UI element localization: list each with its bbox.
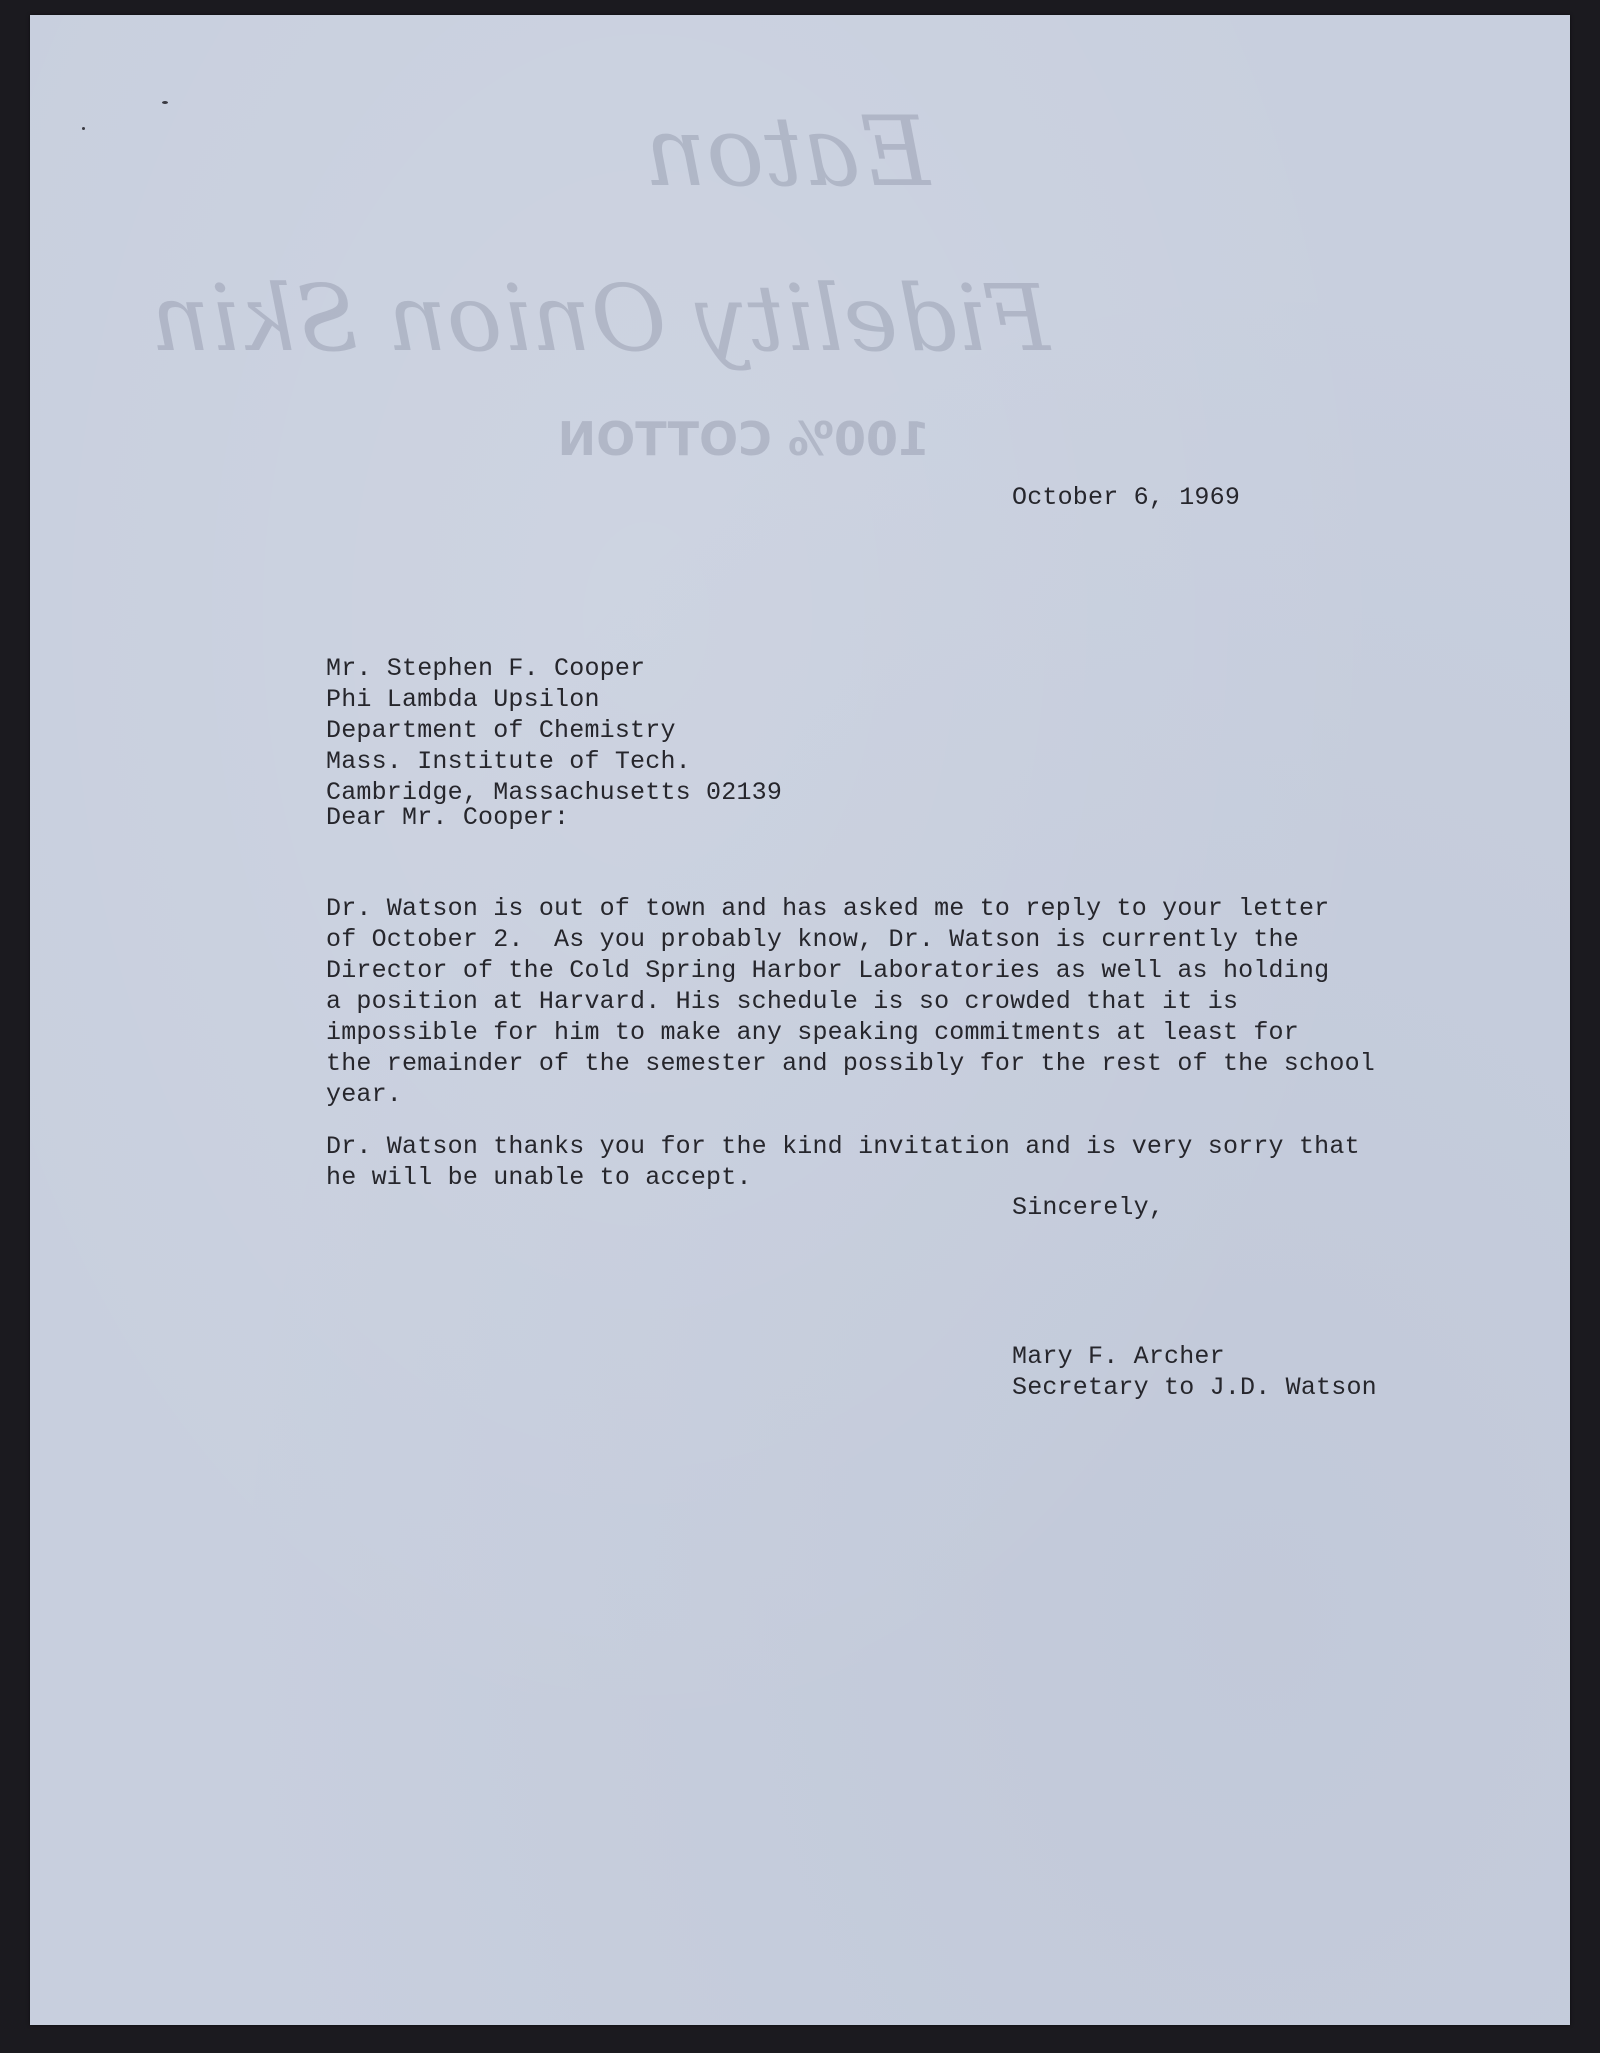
paper-watermark (30, 15, 1570, 485)
watermark-brand: Eaton (644, 96, 930, 208)
letter-sheet (30, 15, 1570, 2025)
body-line: the remainder of the semester and possibly for the rest of the school (326, 1049, 1375, 1078)
paper-speck (162, 101, 168, 104)
body-line: of October 2. As you probably know, Dr. Watson is currently the (326, 925, 1299, 954)
body-line: he will be unable to accept. (326, 1163, 752, 1192)
body-line: a position at Harvard. His schedule is so crowded that it is (326, 987, 1239, 1016)
recipient-line: Cambridge, Massachusetts 02139 (326, 778, 783, 807)
body-line: Dr. Watson thanks you for the kind invitation and is very sorry that (326, 1132, 1360, 1161)
signer-title: Secretary to J.D. Watson (1012, 1373, 1377, 1402)
signature-block (1012, 1310, 1377, 1403)
recipient-address (326, 622, 782, 808)
salutation: Dear Mr. Cooper: (326, 803, 570, 832)
recipient-line: Mass. Institute of Tech. (326, 747, 691, 776)
body-line: Director of the Cold Spring Harbor Laboratories as well as holding (326, 956, 1330, 985)
body-line: year. (326, 1080, 403, 1109)
signer-name: Mary F. Archer (1012, 1342, 1225, 1371)
closing: Sincerely, (1012, 1193, 1165, 1222)
body-line: Dr. Watson is out of town and has asked me to reply to your letter (326, 894, 1330, 923)
body-paragraph-2 (326, 1100, 1360, 1193)
body-line: impossible for him to make any speaking commitments at least for (326, 1018, 1299, 1047)
watermark-product: Fidelity Onion Skin (150, 265, 1050, 372)
letter-date: October 6, 1969 (1012, 483, 1241, 512)
body-paragraph-1 (326, 862, 1375, 1110)
recipient-line: Department of Chemistry (326, 716, 676, 745)
watermark-cotton: 100% COTTON (557, 412, 930, 466)
recipient-line: Mr. Stephen F. Cooper (326, 654, 646, 683)
paper-speck (82, 127, 85, 130)
recipient-line: Phi Lambda Upsilon (326, 685, 600, 714)
